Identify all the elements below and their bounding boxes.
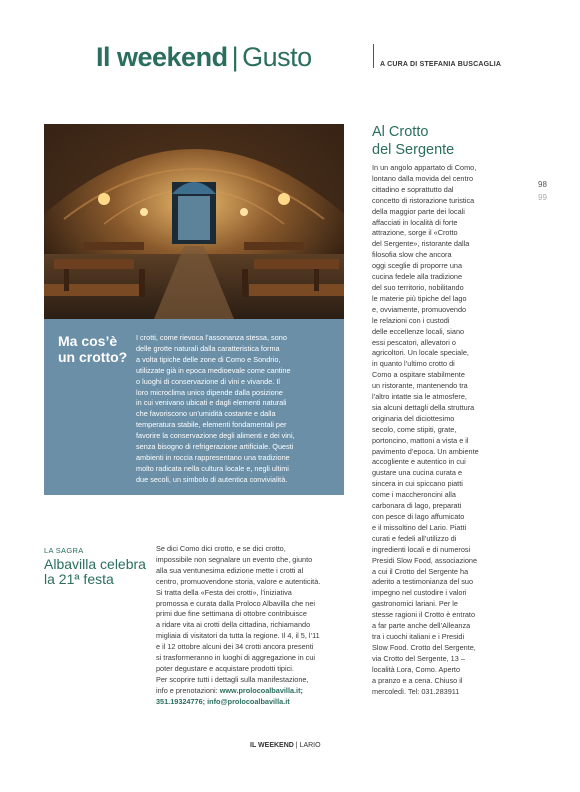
info-box-text [136,333,336,486]
article-title [372,123,512,159]
text-line: impegno nel custodire i valori [372,588,467,598]
text-line: a volta tipiche delle zone di Como e Sondrio, [136,354,281,364]
text-line: aderito a testimonianza del suo [372,577,474,587]
text-line: gustare una cucina curata e [372,468,463,478]
text-line: via Crotto del Sergente, 13 – [372,653,465,663]
text-line: senza bisogno di refrigerazione artificiale. Questi [136,442,294,452]
page-number-left: 98 [538,180,547,189]
text-line: utilizzate già in epoca medioevale come cantine [136,365,291,375]
text-line: accogliente e autentico in cui [372,457,466,467]
text-line: primi due fine settimana di ottobre contribuisce [156,609,307,619]
text-line: stesse ragioni il Crotto è entrato [372,610,476,620]
text-line: originaria del diciottesimo [372,413,455,423]
page-number-right: 99 [538,193,547,202]
text-line: o luoghi di conservazione di vini e vivande. Il [136,376,280,386]
text-line: del Sergente», ristorante dalla [372,239,470,249]
text-line: due secoli, un simbolo di autentica convivialità. [136,474,288,484]
text-line: delle eccellenze locali, siano [372,326,465,336]
text-line: centro, promuovendone storia, valore e autenticità. [156,576,321,586]
text-line: delle grotte naturali dalla caratteristica forma [136,343,280,353]
text-line: Presidi Slow Food, associazione [372,555,478,565]
text-line: località Lora, Como. Aperto [372,664,461,674]
info-box-title-line: un crotto? [58,349,128,365]
text-line: temperatura stabile, elementi fondamentali per [136,420,287,430]
text-line: gastronomici lariani. Per le [372,599,458,609]
text-line: In un angolo appartato di Como, [372,163,477,172]
sagra-title [44,557,154,587]
text-line: le materie più tipiche del lago [372,293,467,303]
text-line: Como a ospitare stabilmente [372,370,465,380]
footer-edition: LARIO [299,742,321,749]
text-line: migliaia di visitatori da tutta la regione. Il 4, il 5, l’11 [156,631,320,641]
text-line: pavimento d’epoca. Un ambiente [372,446,479,456]
text-line: molto radicata nella cultura locale e, negli ultimi [136,463,289,473]
text-line: Se dici Como dici crotto, e se dici crotto, [156,544,286,553]
text-line: tra i cuochi italiani e i Presidi [372,631,465,641]
text-line: e il missoltino del Lario. Piatti [372,522,467,532]
sagra-title-line: la 21ª festa [44,571,114,587]
info-prefix: info e prenotazioni: [156,685,220,695]
section-name: Gusto [242,42,312,72]
byline: A CURA DI STEFANIA BUSCAGLIA [380,61,502,68]
magazine-brand: Il weekend [96,42,228,72]
footer-divider: | [295,742,298,749]
header-divider: | [231,42,239,72]
text-line: a far parte anche dell’Alleanza [372,621,471,631]
text-line: carbonara di lago, preparati [372,501,462,511]
text-line: le relazioni con i custodi [372,315,450,325]
text-line: ambienti in roccia rappresentano una tradizione [136,452,290,462]
text-line: e il 12 ottobre alcuni dei 34 crotti ancora presenti [156,642,314,652]
article-title-line: del Sergente [372,142,455,158]
text-line: Slow Food. Crotto del Sergente, [372,642,476,652]
text-line: agricoltori. Un locale speciale, [372,348,469,358]
text-line: portoncino, mattoni a vista e il [372,435,469,445]
text-line: alla sua ventunesima edizione mette i crotti al [156,565,304,575]
contact-link[interactable]: 351.19324776; info@prolocoalbavilla.it [156,696,290,706]
text-line: cittadino e soprattutto dal [372,184,454,194]
sagra-title-line: Albavilla celebra [44,556,146,572]
text-line: sincera in cui spiccano piatti [372,479,463,489]
text-line: del suo territorio, nobilitando [372,282,464,292]
article-body [372,163,520,697]
text-line: oggi sceglie di proporre una [372,261,463,271]
text-line: favorire la conservazione degli alimenti e dei vini, [136,431,295,441]
website-link[interactable]: www.prolocoalbavilla.it; [219,685,303,695]
text-line: sia alcuni dettagli della struttura [372,402,475,412]
text-line: affacciati in località di forte [372,217,458,227]
text-line: si trasformeranno in luoghi di aggregazione in cui [156,653,316,663]
sagra-kicker: LA SAGRA [44,546,84,555]
text-line: curati e fedeli all’utilizzo di [372,533,457,543]
text-line: cucina fedele alla tradizione [372,272,463,282]
text-line: a ridare vita ai crotti della cittadina, richiamando [156,620,311,630]
text-line: Si tratta della «Festa dei crotti», l’iniziativa [156,587,292,597]
text-line: ingredienti locali e di numerosi [372,544,471,554]
text-line: poter degustare e acquistare prodotti tipici. [156,663,294,673]
text-line: della maggior parte dei locali [372,206,465,216]
footer-brand: IL WEEKEND [250,742,294,749]
text-line: a cui il Crotto del Sergente ha [372,566,469,576]
header-rule [373,44,374,68]
page-footer [250,742,321,749]
text-line: un ristorante, mantenendo tra [372,381,468,391]
text-line: attrazione, sorge il «Crotto [372,228,458,238]
sagra-lines [156,544,346,686]
text-line: concetto di ristorazione turistica [372,195,475,205]
text-line: a pranzo e a cena. Chiuso il [372,675,463,685]
sagra-info-line [156,686,346,697]
text-line: promossa e curata dalla Proloco Albavilla che nei [156,598,315,608]
text-line: l’altro intatte sia le atmosfere, [372,392,467,402]
text-line: filosofia slow che ancora [372,250,452,260]
text-line: mercoledì. Tel: 031.283911 [372,686,460,696]
text-line: in cui venivano ubicati e dagli elementi naturali [136,398,287,408]
text-line: I crotti, come rievoca l’assonanza stessa, sono [136,333,287,342]
info-box-title-line: Ma cos’è [58,333,118,349]
restaurant-cellar-photo [44,124,344,319]
text-line: essi pescatori, allevatori o [372,337,456,347]
text-line: e, ovviamente, promuovendo [372,304,467,314]
sagra-body [156,544,346,708]
text-line: secolo, come stipiti, grate, [372,424,457,434]
article-title-line: Al Crotto [372,124,429,140]
text-line: lontano dalla movida del centro [372,173,474,183]
text-line: con pesce di lago affumicato [372,512,465,521]
text-line: impossibile non segnalare un evento che, giunto [156,554,313,564]
section-header [96,42,312,73]
text-line: loro microclima unico dipende dalla posizione [136,387,283,397]
text-line: Per scoprire tutti i dettagli sulla manifestazione, [156,674,309,684]
text-line: che favoriscono un’umidità costante e dalla [136,409,276,419]
text-line: in quanto l’ultimo crotto di [372,359,455,369]
info-box-title [58,333,148,365]
text-line: come i maccheroncini alla [372,490,456,500]
